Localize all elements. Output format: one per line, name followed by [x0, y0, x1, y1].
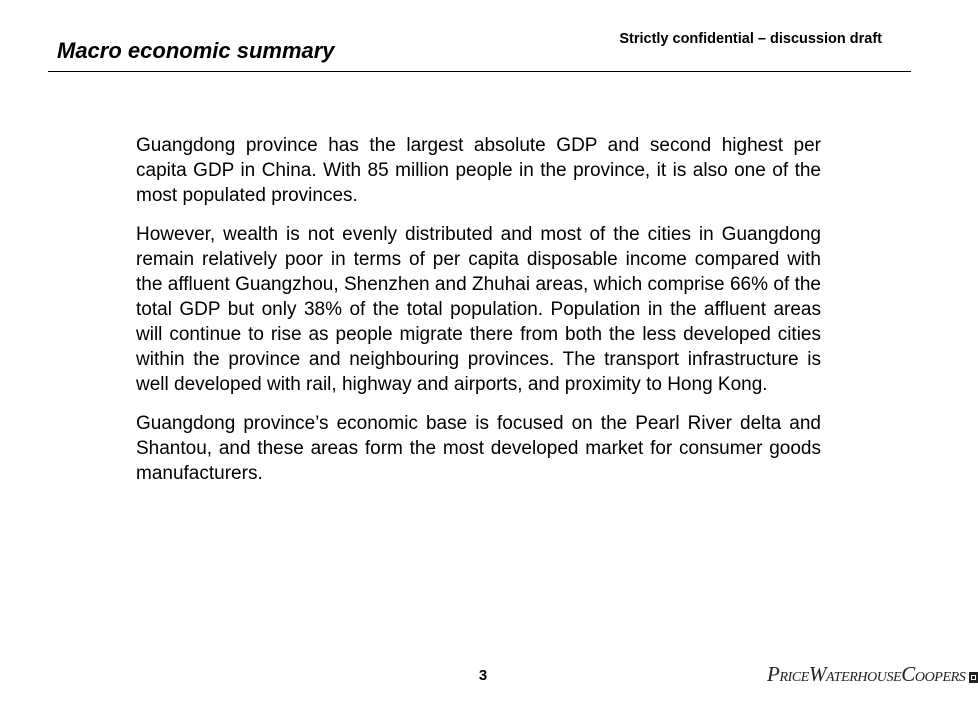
page-title: Macro economic summary [57, 38, 335, 63]
body-text [136, 133, 821, 500]
page-number: 3 [478, 667, 488, 684]
logo-mark-icon [969, 672, 978, 683]
paragraph-gdp-overview: Guangdong province has the largest absolute GDP and second highest per capita GDP in China. With 85 million people in the province, it is also one of the most populated provinces. [136, 135, 821, 206]
logo-wordmark: PRICEWATERHOUSECOOPERS [767, 662, 966, 686]
paragraph-wealth-distribution: However, wealth is not evenly distributed and most of the cities in Guangdong remain relatively poor in terms of per capita disposable income compared with the affluent Guangzhou, Shenzhen and Zhuhai areas, which comprise 66% of the total GDP but only 38% of the total population. Population in the affluent areas will continue to rise as people migrate there from both the less developed cities within the province and neighbouring provinces. The transport infrastructure is well developed with rail, highway and airports, and proximity to Hong Kong. [136, 224, 821, 395]
paragraph-economic-base: Guangdong province’s economic base is focused on the Pearl River delta and Shantou, and these areas form the most developed market for consumer goods manufacturers. [136, 413, 821, 484]
company-logo [767, 662, 978, 687]
confidential-label: Strictly confidential – discussion draft [619, 31, 882, 47]
header-divider [48, 71, 911, 72]
